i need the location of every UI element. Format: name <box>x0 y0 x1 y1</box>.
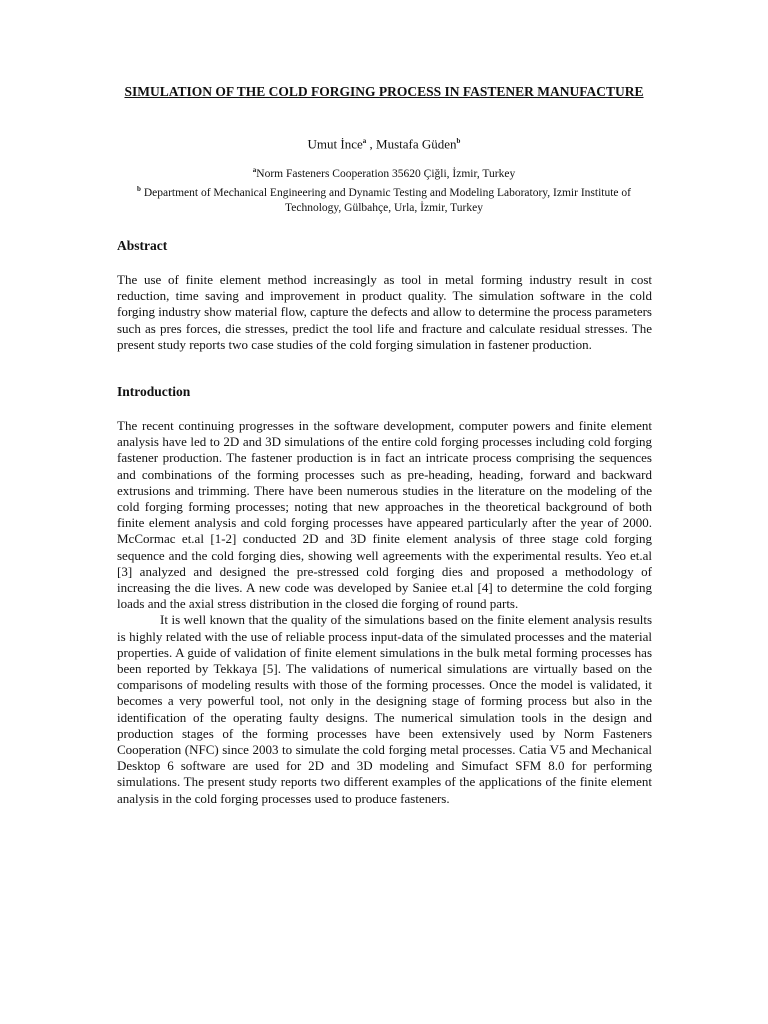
affiliation-mark: a <box>252 166 257 174</box>
introduction-body <box>117 418 652 807</box>
affiliation-mark: b <box>137 184 141 193</box>
abstract-text: The use of finite element method increasingly as tool in metal forming industry result in cost reduction, time saving and improvement in product quality. The simulation software in the cold forging industry show material flow, capture the defects and allow to determine the process parameters such as pres forces, die stresses, predict the tool life and fracture and calculate residual stresses. The present study reports two case studies of the cold forging simulation in fastener production. <box>117 272 652 352</box>
introduction-heading: Introduction <box>117 384 191 399</box>
affiliation-a: $^a$Norm Fasteners Cooperation 35620 Çiğli, İzmir, Turkey <box>252 166 516 180</box>
author-name: Mustafa Güden <box>376 136 457 152</box>
author-name: Umut İnce <box>307 136 363 152</box>
author-separator: , <box>366 136 377 152</box>
affiliation-mark: b <box>456 137 461 145</box>
affiliations <box>110 163 658 216</box>
introduction-paragraph: It is well known that the quality of the simulations based on the finite element analysis results is highly related with the use of reliable process input-data of the simulated processes and the material properties. A guide of validation of finite element simulations in the bulk metal forming processes has been reported by Tekkaya [5]. The validations of numerical simulations are virtually based on the comparisons of modeling results with those of the forming processes. Once the model is validated, it becomes a very powerful tool, not only in the designing stage of forming process but also in the identification of the operating faulty designs. The numerical simulation tools in the design and production stages of the forming processes have been extensively used by Norm Fasteners Cooperation (NFC) since 2003 to simulate the cold forging metal processes. Catia V5 and Mechanical Desktop 6 software are used for 2D and 3D modeling and Simufact SFM 8.0 for performing simulations. The present study reports two different examples of the applications of the finite element analysis in the cold forging processes used to produce fasteners. <box>117 612 652 806</box>
paper-title: SIMULATION OF THE COLD FORGING PROCESS IN FASTENER MANUFACTURE <box>124 84 644 99</box>
affiliation-b: $^b$ Department of Mechanical Engineering and Dynamic Testing and Modeling Laboratory, Izmir Institute of Technology, Gülbahçe, Urla, İzmir, Turkey <box>137 184 631 214</box>
introduction-paragraph: The recent continuing progresses in the software development, computer powers and finite element analysis have led to 2D and 3D simulations of the entire cold forging processes including cold forging fastener production. The fastener production is in fact an intricate process comprising the sequences and combinations of the forming processes such as pre-heading, heading, forward and backward extrusions and trimming. There have been numerous studies in the literature on the modeling of the cold forging forming processes; noting that new approaches in the theoretical background of both finite element analysis and cold forging processes have appeared particularly after the year of 2000. McCormac et.al [1-2] conducted 2D and 3D finite element analysis of three stage cold forging sequence and the cold forging dies, showing well agreements with the experimental results. Yeo et.al [3] analyzed and designed the pre-stressed cold forging dies and proposed a methodology of increasing the die lives. A new code was developed by Saniee et.al [4] to determine the cold forging loads and the axial stress distribution in the closed die forging of round parts. <box>117 418 652 612</box>
abstract-heading: Abstract <box>117 238 168 253</box>
author-line <box>120 133 648 152</box>
affiliation-mark: a <box>362 137 367 145</box>
